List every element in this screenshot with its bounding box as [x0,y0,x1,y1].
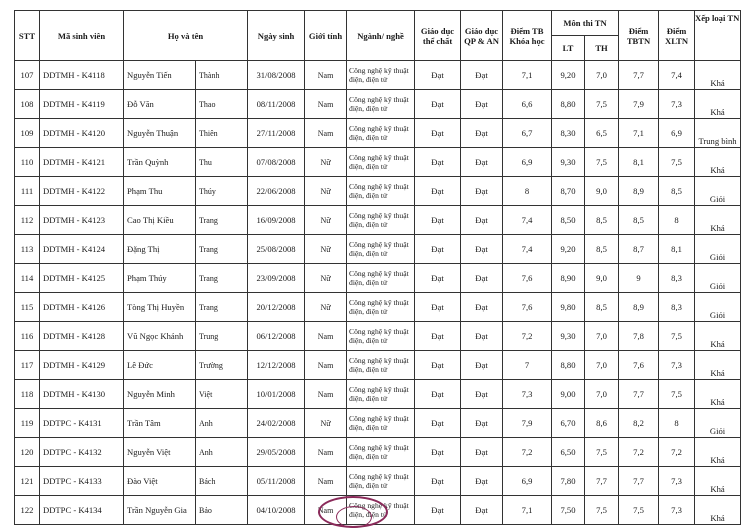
row-student-id: DDTMH - K4130 [40,380,124,409]
row-gender: Nữ [305,235,347,264]
row-first-name: Trang [196,293,248,322]
row-exam-th: 8,5 [585,235,619,264]
row-student-id: DDTMH - K4125 [40,264,124,293]
row-birth-date: 29/05/2008 [248,438,305,467]
row-xltn: 8 [659,206,695,235]
table-row [15,119,741,148]
row-last-name: Nguyễn Thuận [124,119,196,148]
table-row [15,148,741,177]
row-physical-edu: Đạt [415,380,461,409]
table-row [15,264,741,293]
table-row [15,322,741,351]
row-exam-lt: 8,90 [552,264,585,293]
row-xltn: 7,5 [659,148,695,177]
row-xltn: 8,3 [659,293,695,322]
row-stt: 118 [15,380,40,409]
row-last-name: Nguyễn Việt [124,438,196,467]
row-exam-th: 7,5 [585,438,619,467]
row-defense-edu: Đạt [461,496,503,525]
col-gender: Giới tính [305,11,347,61]
row-defense-edu: Đạt [461,235,503,264]
row-gender: Nam [305,496,347,525]
row-first-name: Bách [196,467,248,496]
row-student-id: DDTMH - K4129 [40,351,124,380]
row-birth-date: 16/09/2008 [248,206,305,235]
col-birth-date: Ngày sinh [248,11,305,61]
row-defense-edu: Đạt [461,380,503,409]
results-table [14,10,741,525]
row-stt: 112 [15,206,40,235]
row-xltn: 7,5 [659,380,695,409]
row-student-id: DDTMH - K4128 [40,322,124,351]
row-stt: 121 [15,467,40,496]
row-ranking: Trung bình [695,119,741,148]
row-ranking: Giỏi [695,235,741,264]
row-defense-edu: Đạt [461,293,503,322]
row-ranking: Khá [695,496,741,525]
row-birth-date: 07/08/2008 [248,148,305,177]
col-course-avg: Điểm TB Khóa học [503,11,552,61]
row-major: Công nghệ kỹ thuật điện, điện tử [347,322,415,351]
row-ranking: Giỏi [695,409,741,438]
row-exam-th: 9,0 [585,264,619,293]
row-tbtn: 9 [619,264,659,293]
row-last-name: Đặng Thị [124,235,196,264]
row-xltn: 8,3 [659,264,695,293]
row-birth-date: 31/08/2008 [248,61,305,90]
row-birth-date: 12/12/2008 [248,351,305,380]
table-row [15,206,741,235]
row-stt: 117 [15,351,40,380]
row-tbtn: 7,7 [619,467,659,496]
row-xltn: 7,3 [659,90,695,119]
row-exam-th: 8,5 [585,293,619,322]
row-major: Công nghệ kỹ thuật điện, điện tử [347,409,415,438]
row-xltn: 7,3 [659,351,695,380]
row-xltn: 8,5 [659,177,695,206]
col-stt: STT [15,11,40,61]
row-gender: Nữ [305,264,347,293]
row-birth-date: 10/01/2008 [248,380,305,409]
row-tbtn: 8,7 [619,235,659,264]
row-course-avg: 7 [503,351,552,380]
row-student-id: DDTMH - K4118 [40,61,124,90]
row-gender: Nữ [305,206,347,235]
row-student-id: DDTPC - K4134 [40,496,124,525]
row-ranking: Giỏi [695,293,741,322]
row-exam-lt: 9,30 [552,148,585,177]
row-course-avg: 6,7 [503,119,552,148]
row-last-name: Vũ Ngọc Khánh [124,322,196,351]
row-physical-edu: Đạt [415,177,461,206]
row-xltn: 7,3 [659,467,695,496]
row-first-name: Trang [196,235,248,264]
row-first-name: Trang [196,264,248,293]
row-exam-th: 7,0 [585,61,619,90]
col-ranking: Xếp loại TN [695,11,741,61]
row-stt: 113 [15,235,40,264]
row-birth-date: 22/06/2008 [248,177,305,206]
row-ranking: Khá [695,438,741,467]
row-exam-lt: 9,20 [552,61,585,90]
row-last-name: Nguyễn Minh [124,380,196,409]
row-major: Công nghệ kỹ thuật điện, điện tử [347,438,415,467]
row-course-avg: 7,9 [503,409,552,438]
row-exam-lt: 9,30 [552,322,585,351]
row-first-name: Thao [196,90,248,119]
row-course-avg: 6,9 [503,467,552,496]
row-exam-th: 7,5 [585,148,619,177]
row-last-name: Đỗ Văn [124,90,196,119]
row-tbtn: 7,9 [619,90,659,119]
row-stt: 122 [15,496,40,525]
row-defense-edu: Đạt [461,409,503,438]
row-stt: 114 [15,264,40,293]
row-gender: Nam [305,467,347,496]
row-physical-edu: Đạt [415,293,461,322]
row-major: Công nghệ kỹ thuật điện, điện tử [347,293,415,322]
row-exam-lt: 9,20 [552,235,585,264]
row-major: Công nghệ kỹ thuật điện, điện tử [347,206,415,235]
row-stt: 120 [15,438,40,467]
row-stt: 116 [15,322,40,351]
row-birth-date: 08/11/2008 [248,90,305,119]
row-ranking: Khá [695,322,741,351]
row-physical-edu: Đạt [415,351,461,380]
row-tbtn: 7,1 [619,119,659,148]
row-tbtn: 8,5 [619,206,659,235]
row-stt: 109 [15,119,40,148]
table-row [15,293,741,322]
row-stt: 111 [15,177,40,206]
row-stt: 108 [15,90,40,119]
row-physical-edu: Đạt [415,61,461,90]
row-last-name: Tòng Thị Huyền [124,293,196,322]
row-last-name: Nguyễn Tiến [124,61,196,90]
row-major: Công nghệ kỹ thuật điện, điện tử [347,380,415,409]
row-birth-date: 24/02/2008 [248,409,305,438]
row-course-avg: 7,6 [503,264,552,293]
row-first-name: Bảo [196,496,248,525]
row-physical-edu: Đạt [415,148,461,177]
row-gender: Nam [305,351,347,380]
row-exam-lt: 8,80 [552,351,585,380]
results-body [15,61,741,525]
table-row [15,467,741,496]
col-exam-lt: LT [552,36,585,61]
row-tbtn: 8,1 [619,148,659,177]
row-student-id: DDTPC - K4131 [40,409,124,438]
row-last-name: Trần Tâm [124,409,196,438]
row-exam-lt: 8,80 [552,90,585,119]
row-major: Công nghệ kỹ thuật điện, điện tử [347,351,415,380]
col-physical-edu: Giáo dục thể chất [415,11,461,61]
row-ranking: Khá [695,61,741,90]
row-gender: Nam [305,119,347,148]
row-gender: Nam [305,380,347,409]
row-first-name: Trung [196,322,248,351]
row-stt: 115 [15,293,40,322]
row-student-id: DDTMH - K4126 [40,293,124,322]
row-defense-edu: Đạt [461,61,503,90]
row-stt: 107 [15,61,40,90]
row-major: Công nghệ kỹ thuật điện, điện tử [347,496,415,525]
row-gender: Nữ [305,409,347,438]
row-exam-th: 7,5 [585,90,619,119]
row-defense-edu: Đạt [461,148,503,177]
row-physical-edu: Đạt [415,322,461,351]
row-last-name: Cao Thị Kiều [124,206,196,235]
row-physical-edu: Đạt [415,496,461,525]
row-defense-edu: Đạt [461,438,503,467]
row-course-avg: 7,1 [503,496,552,525]
row-major: Công nghệ kỹ thuật điện, điện tử [347,235,415,264]
col-tbtn: Điểm TBTN [619,11,659,61]
row-exam-th: 6,5 [585,119,619,148]
row-exam-th: 7,5 [585,496,619,525]
table-row [15,380,741,409]
table-row [15,351,741,380]
row-birth-date: 05/11/2008 [248,467,305,496]
row-xltn: 6,9 [659,119,695,148]
table-row [15,90,741,119]
row-last-name: Đào Việt [124,467,196,496]
row-course-avg: 8 [503,177,552,206]
table-row [15,235,741,264]
row-exam-th: 9,0 [585,177,619,206]
row-student-id: DDTMH - K4124 [40,235,124,264]
header-row [15,11,741,36]
row-gender: Nam [305,90,347,119]
row-student-id: DDTMH - K4123 [40,206,124,235]
col-full-name: Họ và tên [124,11,248,61]
row-defense-edu: Đạt [461,264,503,293]
row-course-avg: 7,2 [503,438,552,467]
col-exam-th: TH [585,36,619,61]
row-course-avg: 6,9 [503,148,552,177]
row-exam-th: 8,6 [585,409,619,438]
row-course-avg: 7,2 [503,322,552,351]
row-exam-lt: 6,50 [552,438,585,467]
row-tbtn: 7,6 [619,351,659,380]
row-first-name: Anh [196,438,248,467]
row-exam-th: 8,5 [585,206,619,235]
row-gender: Nữ [305,148,347,177]
row-course-avg: 7,6 [503,293,552,322]
row-tbtn: 7,7 [619,380,659,409]
row-birth-date: 27/11/2008 [248,119,305,148]
row-last-name: Phạm Thúy [124,264,196,293]
row-student-id: DDTMH - K4119 [40,90,124,119]
row-physical-edu: Đạt [415,206,461,235]
row-defense-edu: Đạt [461,322,503,351]
row-course-avg: 7,3 [503,380,552,409]
row-first-name: Thiên [196,119,248,148]
row-xltn: 7,3 [659,496,695,525]
row-tbtn: 7,2 [619,438,659,467]
row-first-name: Việt [196,380,248,409]
row-major: Công nghệ kỹ thuật điện, điện tử [347,177,415,206]
row-birth-date: 04/10/2008 [248,496,305,525]
row-exam-th: 7,0 [585,380,619,409]
row-defense-edu: Đạt [461,119,503,148]
row-xltn: 7,5 [659,322,695,351]
row-ranking: Khá [695,148,741,177]
row-ranking: Giỏi [695,177,741,206]
row-physical-edu: Đạt [415,438,461,467]
row-tbtn: 7,7 [619,61,659,90]
row-exam-lt: 8,50 [552,206,585,235]
row-defense-edu: Đạt [461,177,503,206]
row-exam-lt: 7,50 [552,496,585,525]
row-birth-date: 20/12/2008 [248,293,305,322]
row-first-name: Trang [196,206,248,235]
row-defense-edu: Đạt [461,467,503,496]
row-birth-date: 23/09/2008 [248,264,305,293]
row-last-name: Trần Quỳnh [124,148,196,177]
row-first-name: Thúy [196,177,248,206]
row-last-name: Lê Đức [124,351,196,380]
row-last-name: Phạm Thu [124,177,196,206]
col-xltn: Điểm XLTN [659,11,695,61]
row-defense-edu: Đạt [461,90,503,119]
row-exam-lt: 8,30 [552,119,585,148]
row-major: Công nghệ kỹ thuật điện, điện tử [347,148,415,177]
row-student-id: DDTPC - K4132 [40,438,124,467]
table-row [15,61,741,90]
row-physical-edu: Đạt [415,467,461,496]
row-last-name: Trần Nguyễn Gia [124,496,196,525]
row-ranking: Khá [695,206,741,235]
row-physical-edu: Đạt [415,119,461,148]
row-defense-edu: Đạt [461,206,503,235]
row-major: Công nghệ kỹ thuật điện, điện tử [347,467,415,496]
row-first-name: Thu [196,148,248,177]
table-row [15,438,741,467]
row-course-avg: 6,6 [503,90,552,119]
row-physical-edu: Đạt [415,90,461,119]
row-major: Công nghệ kỹ thuật điện, điện tử [347,61,415,90]
row-tbtn: 7,8 [619,322,659,351]
row-tbtn: 7,5 [619,496,659,525]
table-row [15,177,741,206]
row-ranking: Giỏi [695,264,741,293]
row-ranking: Khá [695,351,741,380]
row-gender: Nam [305,322,347,351]
row-gender: Nữ [305,293,347,322]
row-exam-lt: 6,70 [552,409,585,438]
row-physical-edu: Đạt [415,409,461,438]
col-exam-group: Môn thi TN [552,11,619,36]
row-exam-th: 7,0 [585,351,619,380]
row-exam-lt: 9,80 [552,293,585,322]
row-ranking: Khá [695,380,741,409]
row-birth-date: 06/12/2008 [248,322,305,351]
row-first-name: Thành [196,61,248,90]
official-seal [318,496,388,528]
row-student-id: DDTMH - K4121 [40,148,124,177]
row-exam-lt: 7,80 [552,467,585,496]
row-defense-edu: Đạt [461,351,503,380]
row-gender: Nữ [305,177,347,206]
row-stt: 110 [15,148,40,177]
row-first-name: Anh [196,409,248,438]
row-first-name: Trường [196,351,248,380]
row-physical-edu: Đạt [415,264,461,293]
row-exam-lt: 8,70 [552,177,585,206]
row-tbtn: 8,2 [619,409,659,438]
row-student-id: DDTPC - K4133 [40,467,124,496]
row-course-avg: 7,4 [503,235,552,264]
row-xltn: 8 [659,409,695,438]
row-ranking: Khá [695,467,741,496]
row-course-avg: 7,1 [503,61,552,90]
row-gender: Nam [305,438,347,467]
row-stt: 119 [15,409,40,438]
row-major: Công nghệ kỹ thuật điện, điện tử [347,90,415,119]
table-row [15,409,741,438]
row-tbtn: 8,9 [619,293,659,322]
row-exam-th: 7,0 [585,322,619,351]
row-course-avg: 7,4 [503,206,552,235]
graduation-results-sheet [14,10,740,525]
row-xltn: 8,1 [659,235,695,264]
col-defense-edu: Giáo dục QP & AN [461,11,503,61]
row-student-id: DDTMH - K4122 [40,177,124,206]
col-student-id: Mã sinh viên [40,11,124,61]
row-major: Công nghệ kỹ thuật điện, điện tử [347,264,415,293]
row-exam-th: 7,7 [585,467,619,496]
row-ranking: Khá [695,90,741,119]
row-student-id: DDTMH - K4120 [40,119,124,148]
row-exam-lt: 9,00 [552,380,585,409]
row-birth-date: 25/08/2008 [248,235,305,264]
row-xltn: 7,4 [659,61,695,90]
row-tbtn: 8,9 [619,177,659,206]
row-gender: Nam [305,61,347,90]
row-major: Công nghệ kỹ thuật điện, điện tử [347,119,415,148]
row-physical-edu: Đạt [415,235,461,264]
row-xltn: 7,2 [659,438,695,467]
col-major: Ngành/ nghề [347,11,415,61]
